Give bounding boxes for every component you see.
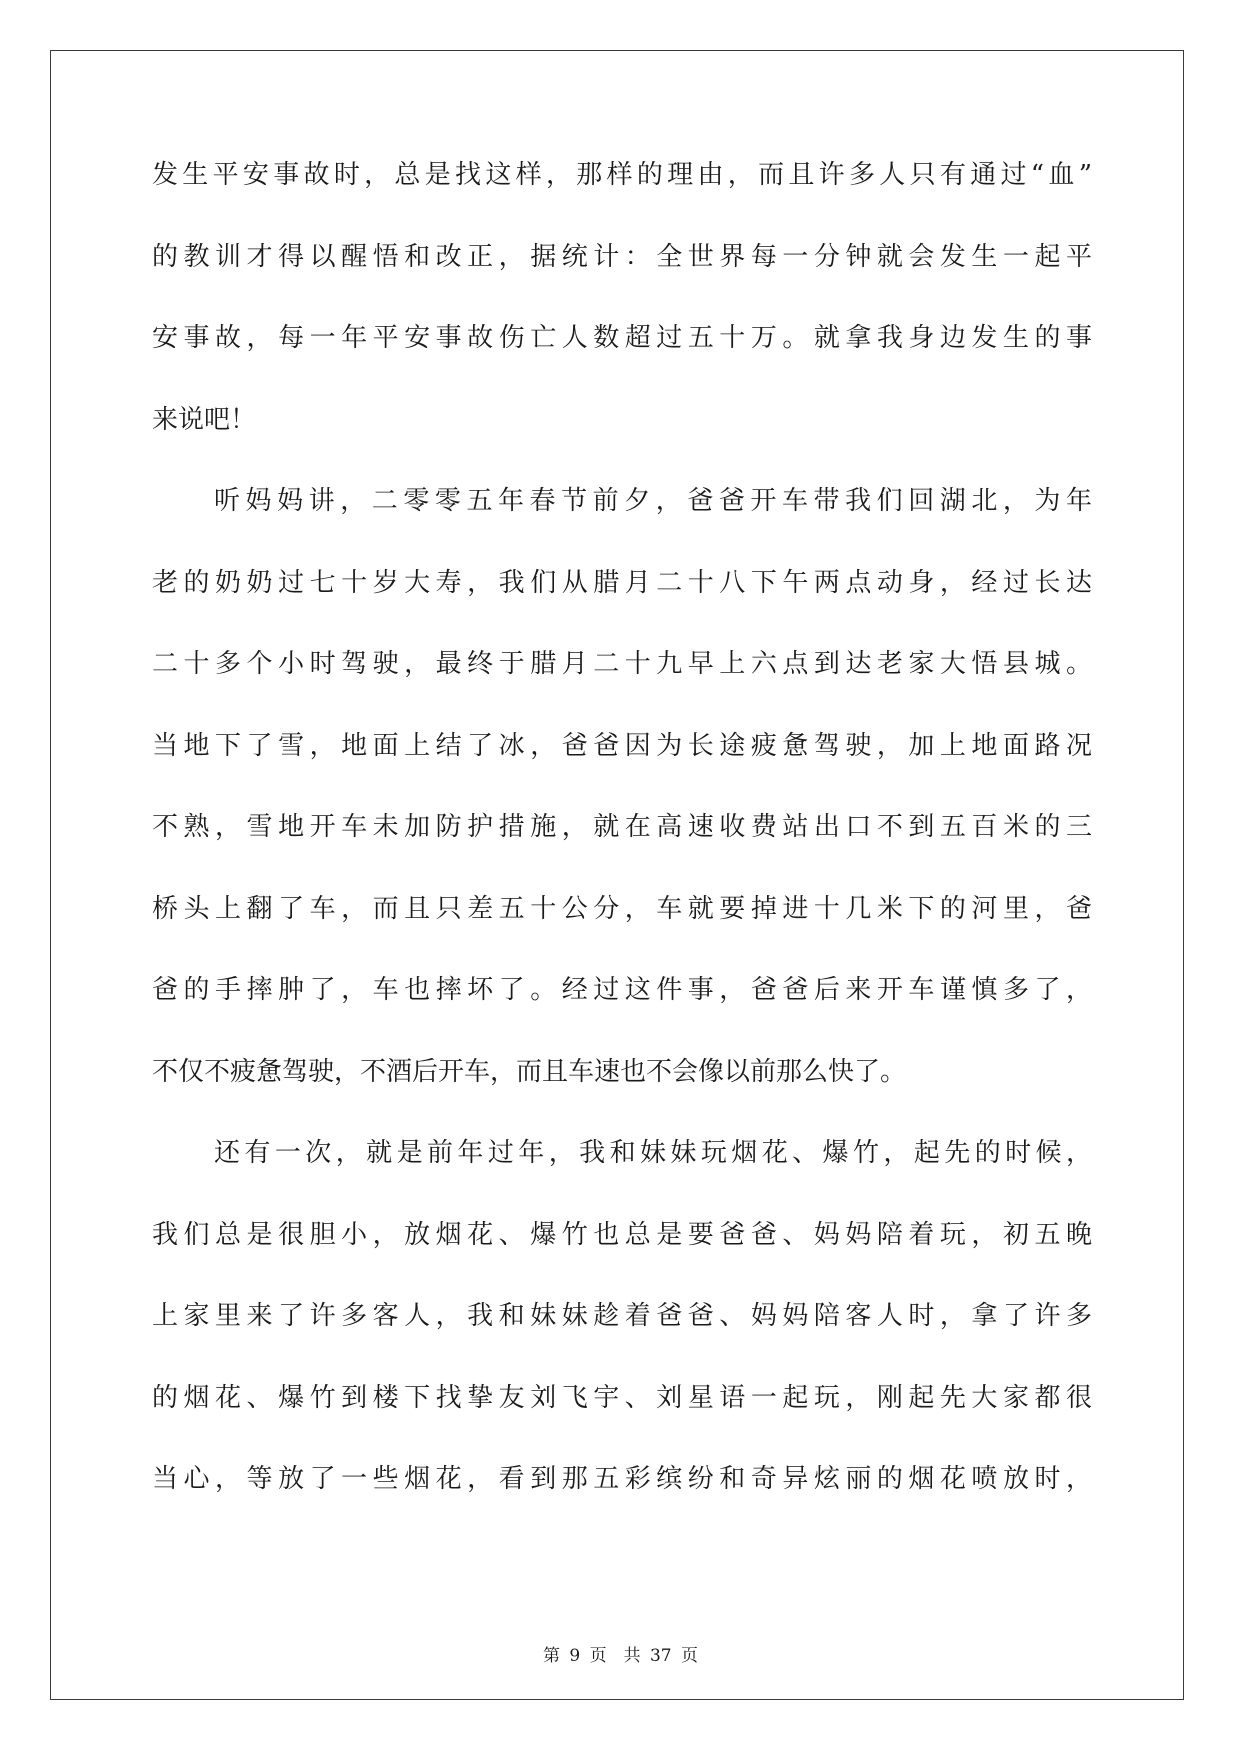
page-footer: 第 9 页 共 37 页 <box>542 1646 699 1666</box>
text-line: 来说吧！ <box>152 404 257 435</box>
text-line: 的烟花、爆竹到楼下找挚友刘飞宇、刘星语一起玩，刚起先大家都很 <box>152 1382 1092 1413</box>
text-line: 的教训才得以醒悟和改正，据统计：全世界每一分钟就会发生一起平 <box>152 241 1092 272</box>
text-line: 当心，等放了一些烟花，看到那五彩缤纷和奇异炫丽的烟花喷放时， <box>152 1464 1092 1494</box>
text-line: 桥头上翻了车，而且只差五十公分，车就要掉进十几米下的河里，爸 <box>152 893 1092 924</box>
text-line: 不熟，雪地开车未加防护措施，就在高速收费站出口不到五百米的三 <box>152 812 1092 842</box>
text-line: 安事故，每一年平安事故伤亡人数超过五十万。就拿我身边发生的事 <box>152 323 1092 353</box>
text-line: 爸的手摔肿了，车也摔坏了。经过这件事，爸爸后来开车谨慎多了， <box>152 975 1092 1005</box>
paragraph-first-line: 还有一次，就是前年过年，我和妹妹玩烟花、爆竹，起先的时候， <box>214 1138 1092 1168</box>
text-line: 当地下了雪，地面上结了冰，爸爸因为长途疲惫驾驶，加上地面路况 <box>152 730 1092 761</box>
text-line: 我们总是很胆小，放烟花、爆竹也总是要爸爸、妈妈陪着玩，初五晚 <box>152 1219 1092 1250</box>
document-body <box>152 148 1092 1534</box>
text-line: 不仅不疲惫驾驶，不酒后开车，而且车速也不会像以前那么快了。 <box>152 1056 907 1087</box>
text-line: 老的奶奶过七十岁大寿，我们从腊月二十八下午两点动身，经过长达 <box>152 567 1092 598</box>
paragraph-first-line: 听妈妈讲，二零零五年春节前夕，爸爸开车带我们回湖北，为年 <box>214 486 1092 516</box>
text-line: 发生平安事故时，总是找这样，那样的理由，而且许多人只有通过“血” <box>152 160 1092 190</box>
text-line: 二十多个小时驾驶，最终于腊月二十九早上六点到达老家大悟县城。 <box>152 649 1092 679</box>
text-line: 上家里来了许多客人，我和妹妹趁着爸爸、妈妈陪客人时，拿了许多 <box>152 1301 1092 1331</box>
